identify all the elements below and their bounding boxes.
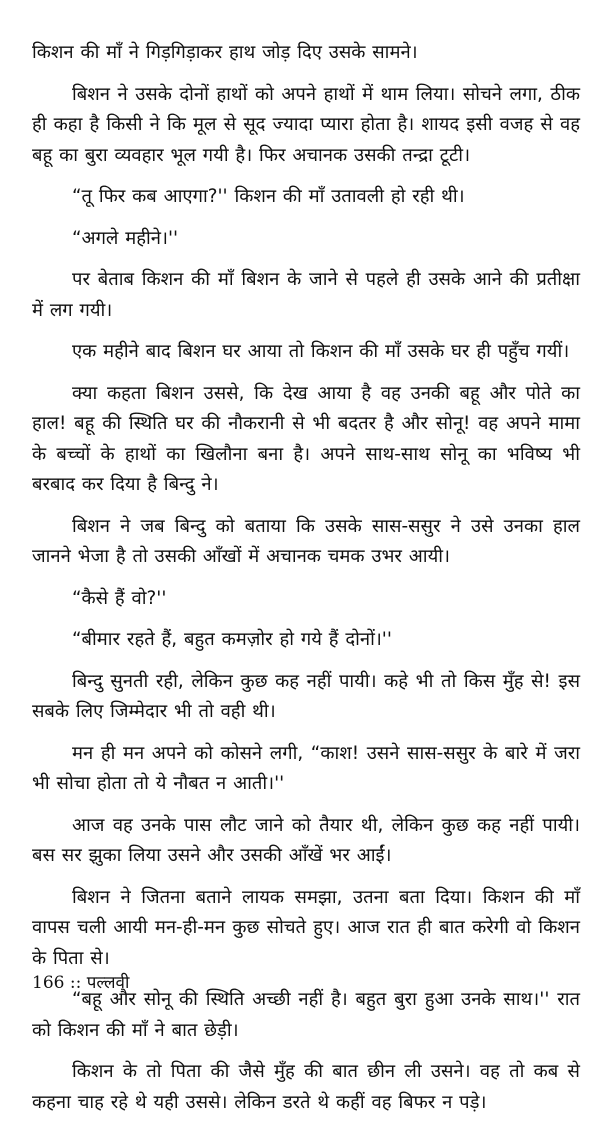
paragraph: किशन की माँ ने गिड़गिड़ाकर हाथ जोड़ दिए उसके सामने। — [32, 42, 418, 63]
paragraph: बिशन ने जितना बताने लायक समझा, उतना बता दिया। किशन की माँ वापस चली आयी मन-ही-मन कुछ सोचते हुए। आज रात ही बात करेगी वो किशन के पिता से। — [32, 886, 580, 969]
paragraph: बिशन ने उसके दोनों हाथों को अपने हाथों में थाम लिया। सोचने लगा, ठीक ही कहा है किसी ने कि मूल से सूद ज्यादा प्यारा होता है। शायद इसी वजह से वह बहू का बुरा व्यवहार भूल गयी है। फिर अचानक उसकी तन्द्रा टूटी। — [32, 83, 580, 166]
paragraph: क्या कहता बिशन उससे, कि देख आया है वह उनकी बहू और पोते का हाल! बहू की स्थिति घर की नौकरानी से भी बदतर है और सोनू! वह अपने मामा के बच्चों के हाथों का खिलौना बना है। अपने साथ-साथ सोनू का भविष्य भी बरबाद कर दिया है बिन्दु ने। — [32, 382, 580, 495]
paragraph: बिशन ने जब बिन्दु को बताया कि उसके सास-ससुर ने उसे उनका हाल जानने भेजा है तो उसकी आँखों में अचानक चमक उभर आयी। — [32, 515, 580, 567]
paragraph: “बीमार रहते हैं, बहुत कमज़ोर हो गये हैं दोनों।'' — [72, 629, 392, 650]
paragraph: “अगले महीने।'' — [72, 227, 179, 249]
paragraph: “कैसे हैं वो?'' — [72, 587, 167, 609]
page-body — [32, 38, 580, 1129]
paragraph: आज वह उनके पास लौट जाने को तैयार थी, लेकिन कुछ कह नहीं पायी। बस सर झुका लिया उसने और उसकी आँखें भर आईं। — [32, 814, 580, 866]
paragraph: बिन्दु सुनती रही, लेकिन कुछ कह नहीं पायी। कहे भी तो किस मुँह से! इस सबके लिए जिम्मेदार भी तो वही थी। — [32, 670, 580, 722]
paragraph: “बहू और सोनू की स्थिति अच्छी नहीं है। बहुत बुरा हुआ उनके साथ।'' रात को किशन की माँ ने बात छेड़ी। — [32, 989, 580, 1041]
page-footer: 166 :: पल्लवी — [32, 973, 130, 993]
paragraph: “तू फिर कब आएगा?'' किशन की माँ उतावली हो रही थी। — [72, 186, 465, 207]
paragraph: मन ही मन अपने को कोसने लगी, “काश! उसने सास-ससुर के बारे में जरा भी सोचा होता तो ये नौबत न आती।'' — [32, 742, 580, 794]
paragraph: किशन के तो पिता की जैसे मुँह की बात छीन ली उसने। वह तो कब से कहना चाह रहे थे यही उससे। लेकिन डरते थे कहीं वह बिफर न पड़े। — [32, 1061, 580, 1113]
paragraph: एक महीने बाद बिशन घर आया तो किशन की माँ उसके घर ही पहुँच गयीं। — [72, 341, 570, 362]
paragraph: पर बेताब किशन की माँ बिशन के जाने से पहले ही उसके आने की प्रतीक्षा में लग गयी। — [32, 269, 580, 321]
